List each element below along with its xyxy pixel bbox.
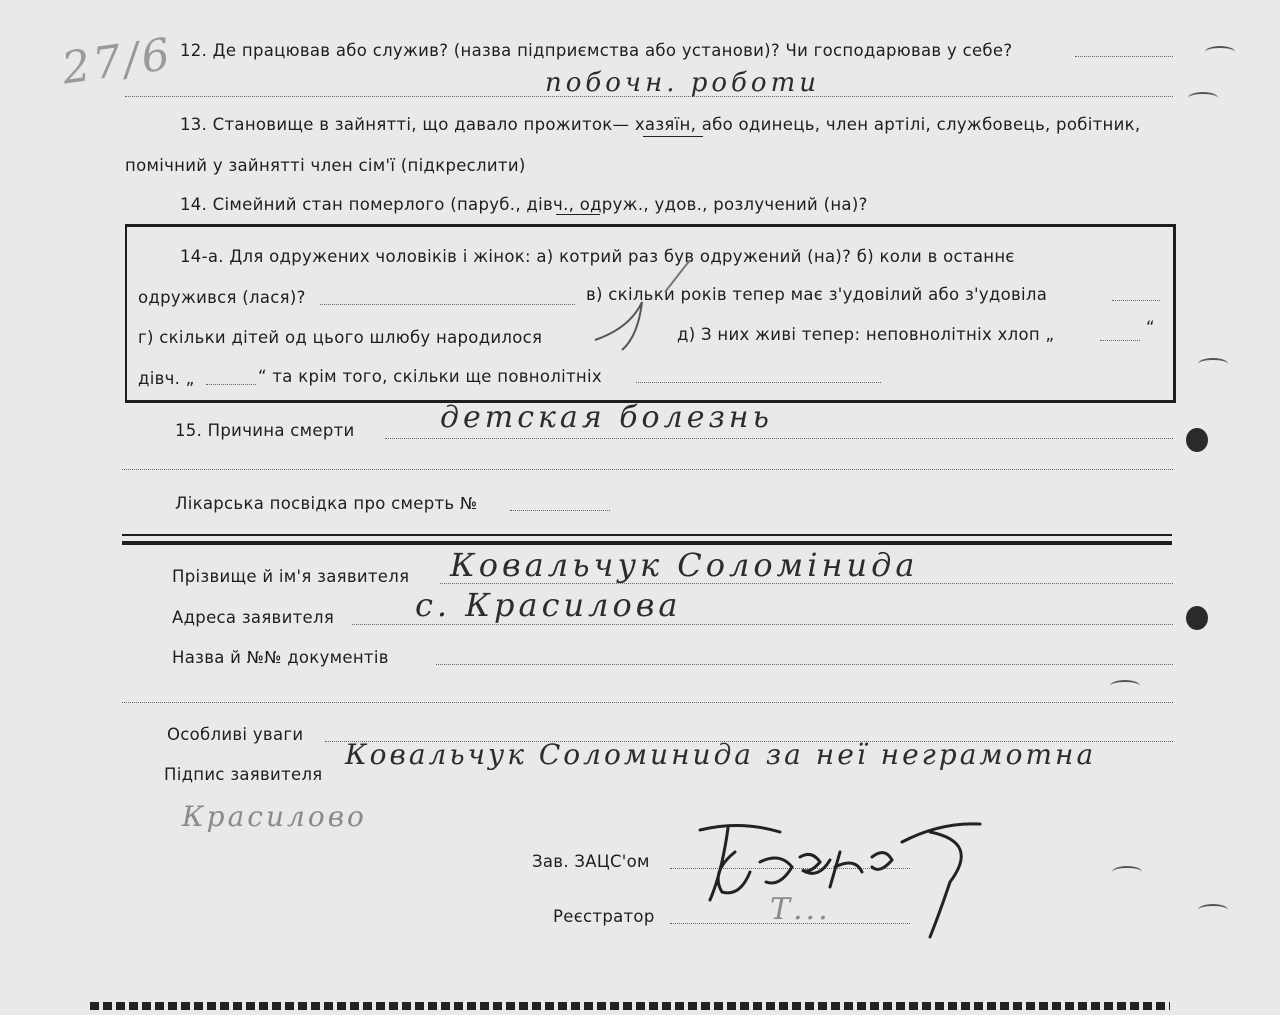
q14-label: 14. Сімейний стан померлого (паруб., дівч., одруж., удов., розлучений (на)? [180, 195, 868, 214]
zags-head-signature [720, 815, 723, 816]
margin-note: 27/6 [58, 28, 176, 95]
applicant-signature-answer: Ковальчук Соломинида за неї неграмотна [345, 738, 1097, 771]
q13-label-line1: 13. Становище в зайнятті, що давало прожиток— хазяїн, або одинець, член артілі, службовець, робітник, [180, 115, 1141, 134]
pencil-dash-marks [570, 240, 690, 360]
q14a-line3-c: “ [1146, 318, 1155, 337]
applicant-signature-label: Підпис заявителя [164, 765, 323, 784]
q15-label: 15. Причина смерти [175, 421, 355, 440]
applicant-address-answer: с. Красилова [415, 586, 682, 624]
applicant-signature-extra: Красилово [182, 800, 367, 833]
q14a-line2-b: в) скільки років тепер має з'удовілий або з'удовіла [586, 285, 1048, 304]
separator-thin [122, 534, 1172, 536]
q14a-line3-b: д) З них живі тепер: неповнолітніх хлоп „ [677, 325, 1055, 344]
q14a-line4-a: дівч. „ [138, 369, 195, 388]
bottom-dashed-border [90, 1002, 1170, 1010]
medical-cert-label: Лікарська посвідка про смерть № [175, 494, 478, 513]
q14a-line1: 14-а. Для одружених чоловіків і жінок: а) котрий раз був одружений (на)? б) коли в останнє [180, 247, 1015, 266]
applicant-name-answer: Ковальчук Соломінида [450, 546, 919, 584]
q13-underline [643, 136, 703, 137]
q14a-line3-a: г) скільки дітей од цього шлюбу народилося [138, 328, 543, 347]
q14a-line4-b: “ та крім того, скільки ще повнолітніх [258, 367, 602, 386]
registrar-label: Реєстратор [553, 907, 655, 926]
q12-answer: побочн. роботи [545, 68, 820, 98]
separator-thick [122, 541, 1172, 545]
q14-underline [556, 214, 600, 215]
punch-hole [1186, 606, 1208, 630]
registrar-signature: Т... [770, 892, 831, 927]
punch-hole [1186, 428, 1208, 452]
q14a-line2-a: одружився (лася)? [138, 288, 306, 307]
applicant-address-label: Адреса заявителя [172, 608, 335, 627]
q12-label: 12. Де працював або служив? (назва підприємства або установи)? Чи господарював у себе? [180, 41, 1013, 60]
documents-label: Назва й №№ документів [172, 648, 389, 667]
q13-label-line2: помічний у зайнятті член сім'ї (підкреслити) [125, 156, 526, 175]
remarks-label: Особливі уваги [167, 725, 304, 744]
zags-head-label: Зав. ЗАЦС'ом [532, 852, 650, 871]
q15-answer: детская болезнь [440, 400, 773, 435]
applicant-name-label: Прізвище й ім'я заявителя [172, 567, 410, 586]
